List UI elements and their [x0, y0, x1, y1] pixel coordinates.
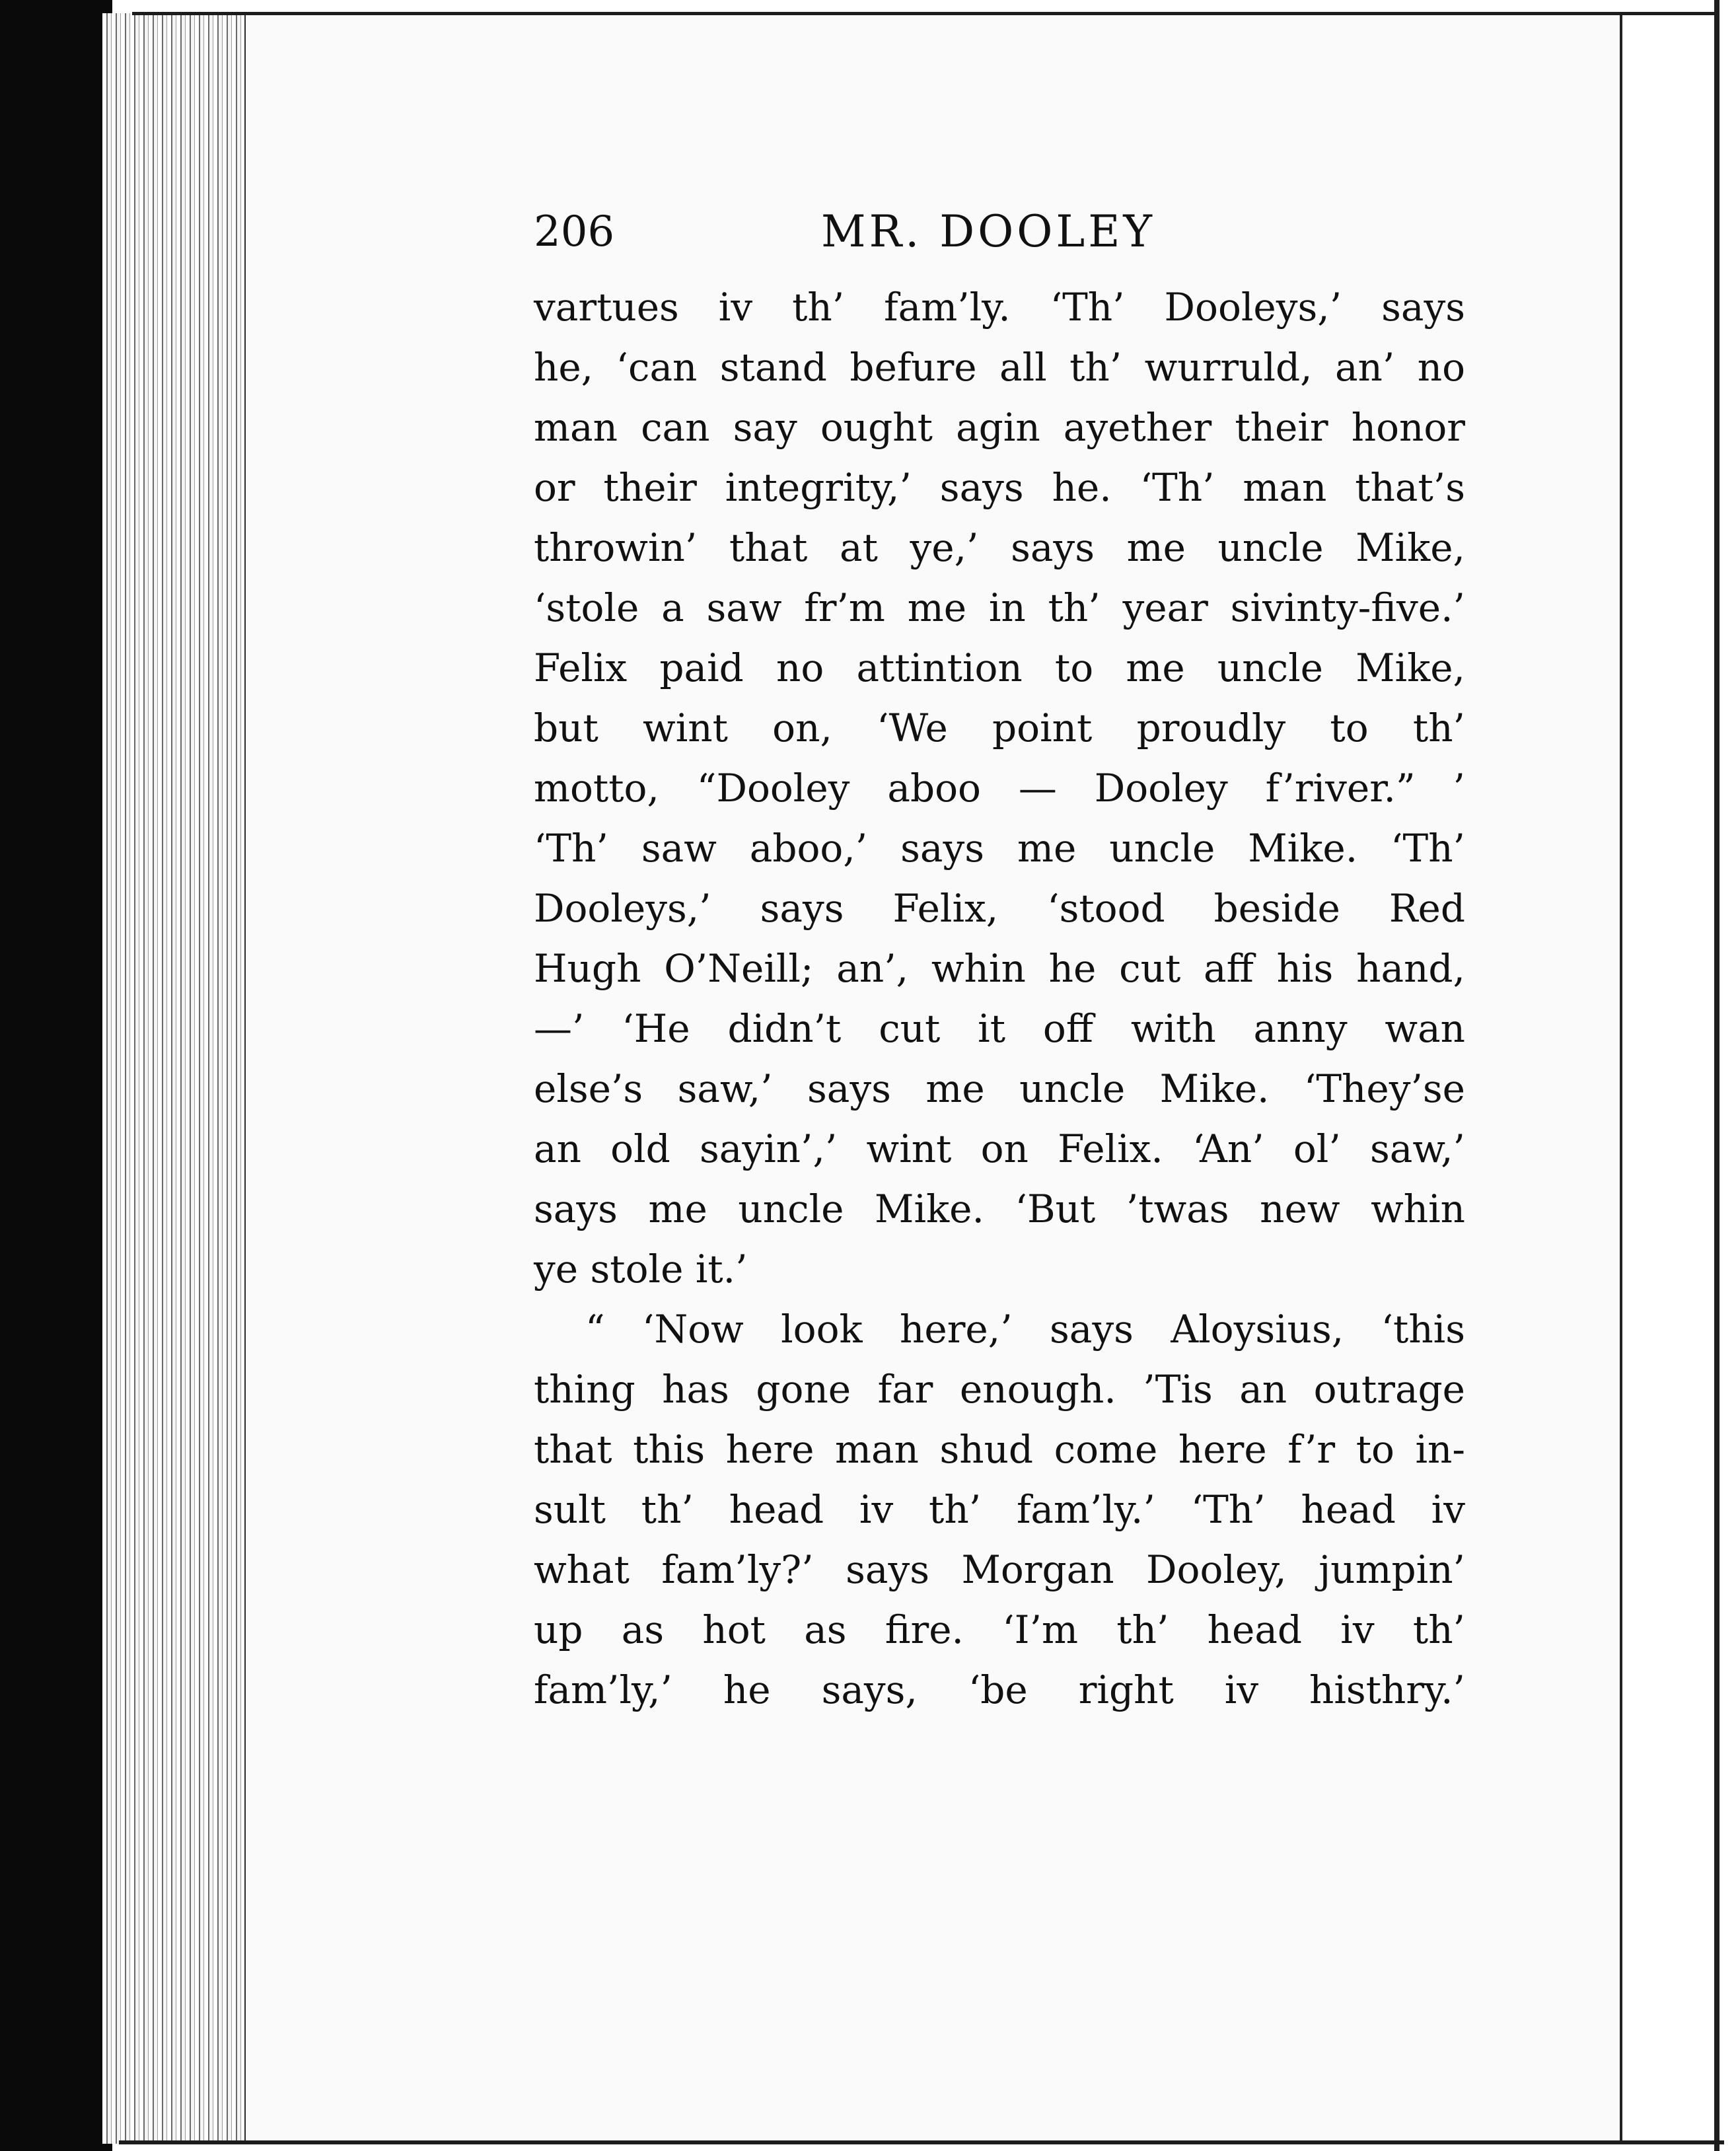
right-border-line — [1714, 0, 1719, 2151]
text-line: motto, “Dooley aboo — Dooley f’river.” ’ — [534, 766, 1465, 811]
text-line: fam’ly,’ he says, ‘be right iv histhry.’ — [534, 1667, 1465, 1712]
text-line: —’ ‘He didn’t cut it off with anny wan — [534, 1006, 1465, 1051]
text-line: or their integrity,’ says he. ‘Th’ man that’s — [534, 465, 1465, 510]
paragraph-last-line: ye stole it.’ — [534, 1247, 748, 1292]
text-line: thing has gone far enough. ’Tis an outrage — [534, 1367, 1465, 1412]
text-line: Dooleys,’ says Felix, ‘stood beside Red — [534, 886, 1465, 931]
running-head: MR. DOOLEY — [821, 206, 1155, 257]
facing-page-edge — [1620, 13, 1721, 2142]
text-line: sult th’ head iv th’ fam’ly.’ ‘Th’ head iv — [534, 1487, 1465, 1532]
text-line: throwin’ that at ye,’ says me uncle Mike, — [534, 525, 1465, 570]
top-border-line — [132, 12, 1718, 15]
text-line: vartues iv th’ fam’ly. ‘Th’ Dooleys,’ says — [534, 285, 1465, 330]
text-line: an old sayin’,’ wint on Felix. ‘An’ ol’ saw,’ — [534, 1126, 1465, 1171]
text-line: he, ‘can stand befure all th’ wurruld, an’ no — [534, 345, 1465, 390]
text-line: Hugh O’Neill; an’, whin he cut aff his hand, — [534, 946, 1465, 991]
text-line: man can say ought agin ayether their honor — [534, 405, 1465, 450]
text-line: ‘Th’ saw aboo,’ says me uncle Mike. ‘Th’ — [534, 826, 1465, 871]
page-stack-edges — [102, 13, 246, 2144]
scan-background — [0, 0, 112, 2151]
text-line: else’s saw,’ says me uncle Mike. ‘They’se — [534, 1066, 1465, 1111]
text-line: but wint on, ‘We point proudly to th’ — [534, 706, 1465, 750]
text-line: up as hot as fire. ‘I’m th’ head iv th’ — [534, 1607, 1465, 1652]
text-line: ‘stole a saw fr’m me in th’ year sivinty-five.’ — [534, 585, 1465, 630]
page-header — [534, 202, 1492, 268]
page-number: 206 — [534, 207, 615, 256]
text-line: Felix paid no attintion to me uncle Mike, — [534, 645, 1465, 690]
text-line: that this here man shud come here f’r to in- — [534, 1427, 1465, 1472]
text-line: what fam’ly?’ says Morgan Dooley, jumpin’ — [534, 1547, 1465, 1592]
body-text — [534, 277, 1465, 1720]
paragraph-first-line: “ ‘Now look here,’ says Aloysius, ‘this — [585, 1307, 1465, 1352]
bottom-border-line — [119, 2140, 1724, 2144]
text-line: says me uncle Mike. ‘But ’twas new whin — [534, 1186, 1465, 1231]
